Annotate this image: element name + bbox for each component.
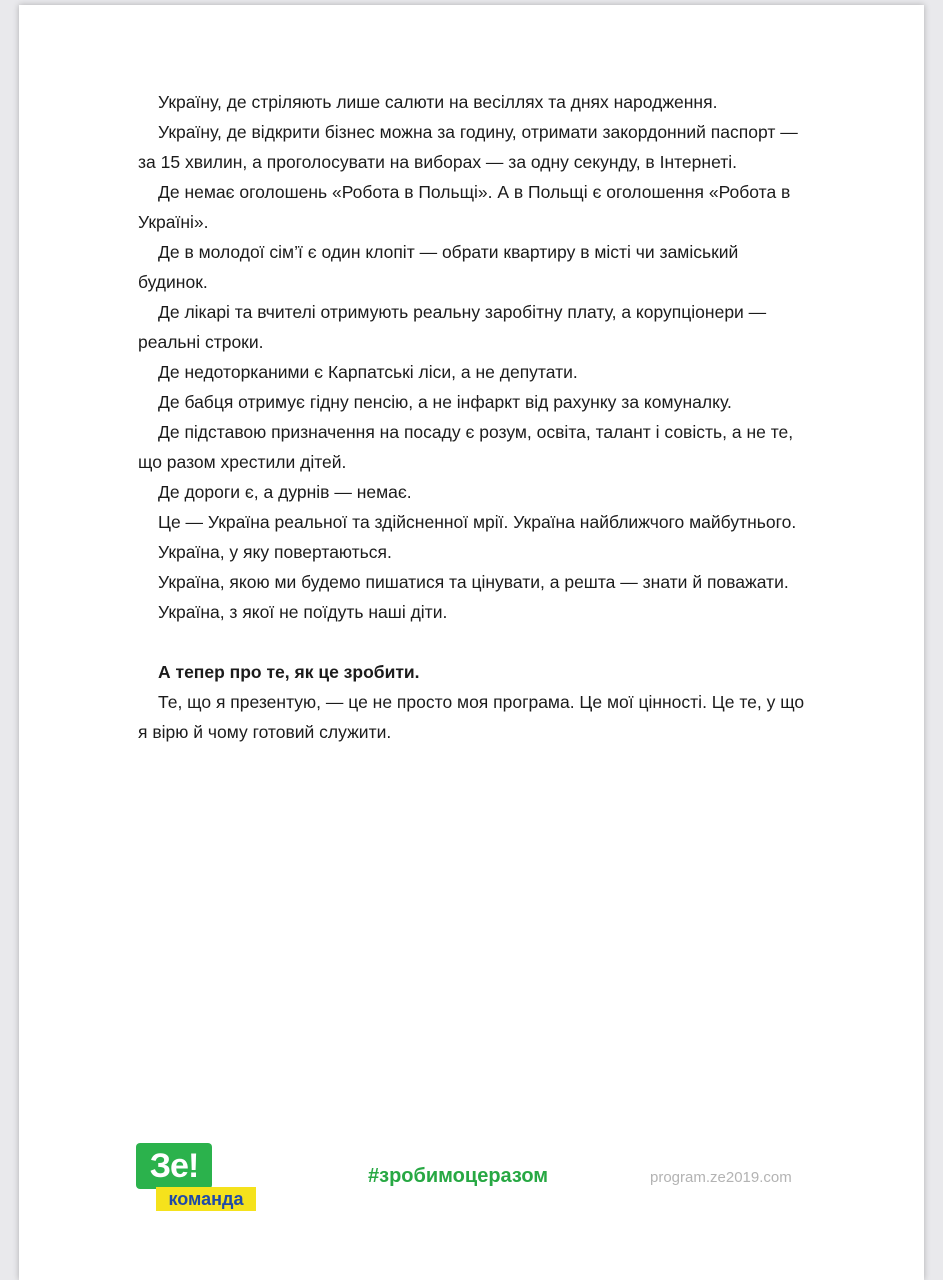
- paragraph: Де бабця отримує гідну пенсію, а не інфаркт від рахунку за комуналку.: [158, 392, 732, 412]
- logo-komanda-badge: команда: [156, 1187, 256, 1211]
- campaign-hashtag: #зробимоцеразом: [368, 1165, 549, 1187]
- paragraph: Україна, якою ми будемо пишатися та цінувати, а решта — знати й поважати.: [158, 572, 789, 592]
- paragraph: Де в молодої сім’ї є один клопіт — обрати квартиру в місті чи заміський будинок.: [138, 242, 739, 292]
- ze-komanda-logo: [136, 1143, 261, 1213]
- paragraph: Україна, у яку повертаються.: [158, 542, 392, 562]
- paragraph: Де дороги є, а дурнів — немає.: [158, 482, 412, 502]
- paragraph: Де недоторканими є Карпатські ліси, а не депутати.: [158, 362, 578, 382]
- program-url: program.ze2019.com: [650, 1169, 792, 1186]
- paragraph: Це — Україна реальної та здійсненної мрії. Україна найближчого майбутнього.: [158, 512, 797, 532]
- paragraph-spacer: [138, 627, 806, 657]
- document-body: [138, 87, 806, 747]
- document-page: [19, 5, 924, 1280]
- section-heading: А тепер про те, як це зробити.: [158, 662, 420, 682]
- paragraph: Україну, де стріляють лише салюти на весіллях та днях народження.: [158, 92, 718, 112]
- logo-ze-badge: Зе!: [136, 1143, 212, 1189]
- paragraph: Де лікарі та вчителі отримують реальну заробітну плату, а корупціонери — реальні строки.: [138, 302, 767, 352]
- paragraph: Україну, де відкрити бізнес можна за годину, отримати закордонний паспорт — за 15 хвилин, а проголосувати на виборах — за одну секунду, в Інтернеті.: [138, 122, 798, 172]
- paragraph: Україна, з якої не поїдуть наші діти.: [158, 602, 448, 622]
- paragraph: Де підставою призначення на посаду є розум, освіта, талант і совість, а не те, що разом хрестили дітей.: [138, 422, 794, 472]
- closing-paragraph: Те, що я презентую, — це не просто моя програма. Це мої цінності. Це те, у що я вірю й чому готовий служити.: [138, 692, 805, 742]
- paragraph: Де немає оголошень «Робота в Польщі». А в Польщі є оголошення «Робота в Україні».: [138, 182, 791, 232]
